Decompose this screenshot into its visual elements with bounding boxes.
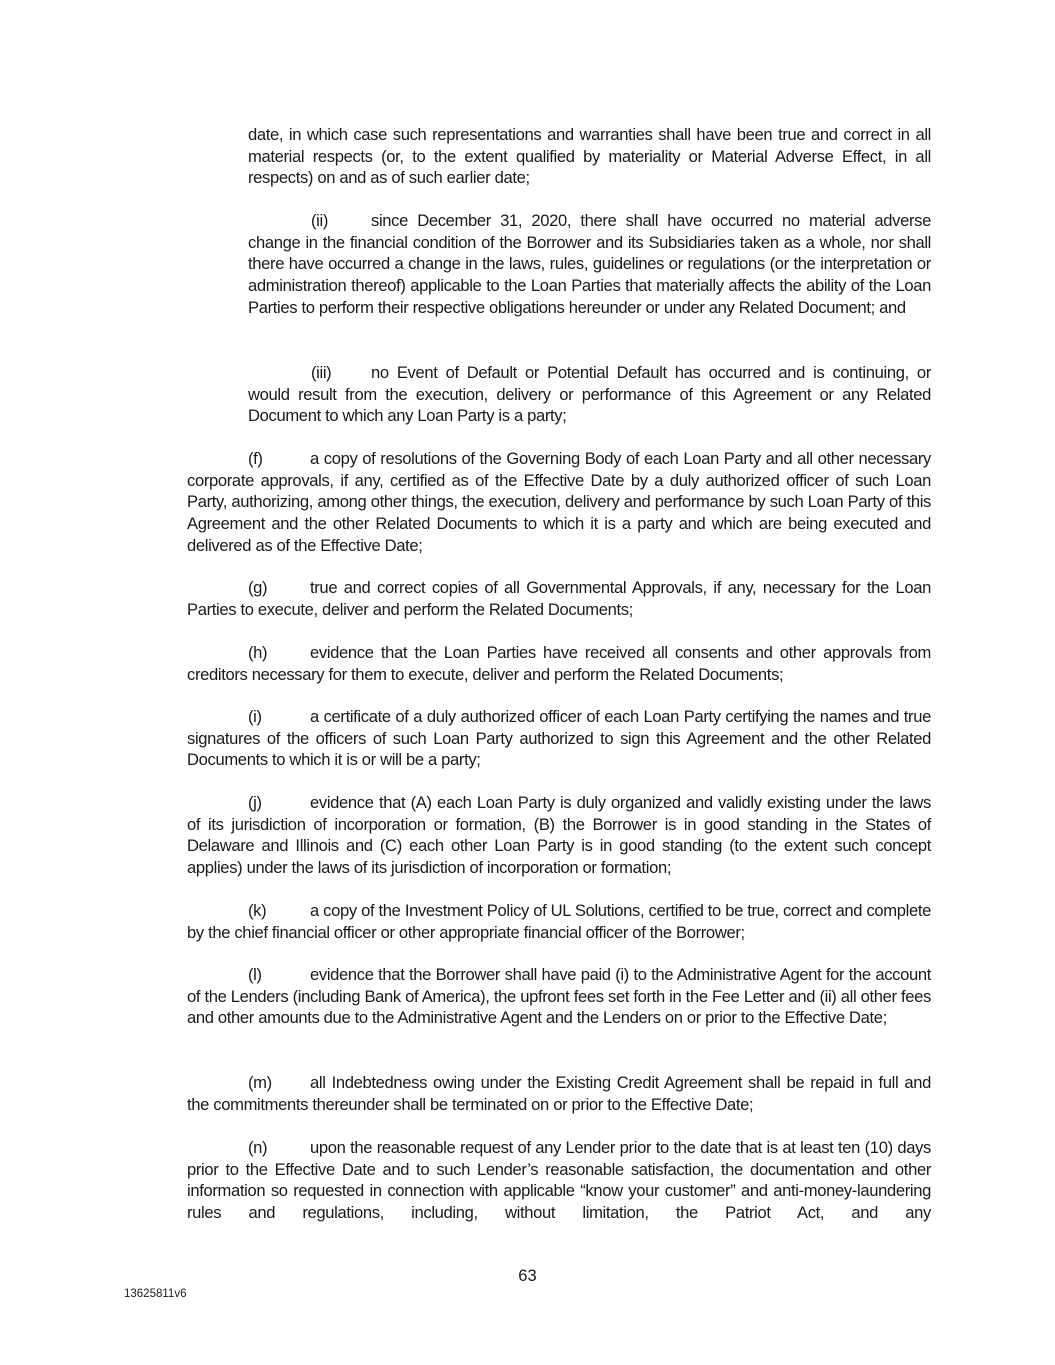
clause-label: (h) — [248, 643, 268, 662]
clause-text: true and correct copies of all Governmental Approvals, if any, necessary for the Loan Parties to execute, deliver and perform the Related Documents; — [187, 578, 931, 619]
clause-label: (g) — [248, 578, 268, 597]
clause-k — [187, 900, 931, 943]
clause-text: a copy of resolutions of the Governing Body of each Loan Party and all other necessary corporate approvals, if any, certified as of the Effective Date by a duly authorized officer of such Loan Party, authorizing, among other things, the execution, delivery and performance by such Loan Party of this Agreement and the other Related Documents to which it is a party and which are being executed and delivered as of the Effective Date; — [187, 449, 931, 555]
clause-l — [187, 964, 931, 1029]
clause-text: evidence that (A) each Loan Party is duly organized and validly existing under the laws of its jurisdiction of incorporation or formation, (B) the Borrower is in good standing in the States of Delaware and Illinois and (C) each other Loan Party is in good standing (to the extent such concept applies) under the laws of its jurisdiction of incorporation or formation; — [187, 793, 931, 878]
sub-clause-ii — [248, 210, 931, 319]
clause-g — [187, 577, 931, 620]
page-number: 63 — [518, 1266, 537, 1285]
clause-m — [187, 1072, 931, 1115]
clause-h — [187, 642, 931, 685]
clause-label: (l) — [248, 965, 262, 984]
clause-text: evidence that the Loan Parties have received all consents and other approvals from creditors necessary for them to execute, deliver and perform the Related Documents; — [187, 643, 931, 684]
clause-text: upon the reasonable request of any Lender prior to the date that is at least ten (10) days prior to the Effective Date and to such Lender’s reasonable satisfaction, the documentation and other information so requested in connection with applicable “know your customer” and anti-money-laundering rules and regulations, including, without limitation, the Patriot Act, and any — [187, 1138, 931, 1223]
clause-label: (m) — [248, 1073, 272, 1092]
clause-text: all Indebtedness owing under the Existing Credit Agreement shall be repaid in full and the commitments thereunder shall be terminated on or prior to the Effective Date; — [187, 1073, 931, 1114]
sub-clause-label: (ii) — [311, 211, 329, 230]
clause-label: (k) — [248, 901, 267, 920]
continuation-paragraph: date, in which case such representations and warranties shall have been true and correct in all material respects (or, to the extent qualified by materiality or Material Adverse Effect, in all respects) on and as of such earlier date; — [248, 125, 931, 188]
sub-clause-label: (iii) — [311, 363, 332, 382]
document-id: 13625811v6 — [124, 1288, 187, 1300]
sub-clause-text: since December 31, 2020, there shall have occurred no material adverse change in the financial condition of the Borrower and its Subsidiaries taken as a whole, nor shall there have occurred a change in the laws, rules, guidelines or regulations (or the interpretation or administration thereof) applicable to the Loan Parties that materially affects the ability of the Loan Parties to perform their respective obligations hereunder or under any Related Document; and — [248, 211, 931, 317]
clause-label: (f) — [248, 449, 263, 468]
clause-j — [187, 792, 931, 879]
clause-text: a certificate of a duly authorized officer of each Loan Party certifying the names and true signatures of the officers of such Loan Party authorized to sign this Agreement and the other Related Documents to which it is or will be a party; — [187, 707, 931, 770]
clause-label: (i) — [248, 707, 262, 726]
clause-label: (j) — [248, 793, 262, 812]
clause-i — [187, 706, 931, 771]
clause-n — [187, 1137, 931, 1224]
clause-text: evidence that the Borrower shall have paid (i) to the Administrative Agent for the account of the Lenders (including Bank of America), the upfront fees set forth in the Fee Letter and (ii) all other fees and other amounts due to the Administrative Agent and the Lenders on or prior to the Effective Date; — [187, 965, 931, 1028]
sub-clause-iii — [248, 362, 931, 427]
clause-text: a copy of the Investment Policy of UL Solutions, certified to be true, correct and complete by the chief financial officer or other appropriate financial officer of the Borrower; — [187, 901, 931, 942]
clause-f — [187, 448, 931, 557]
clause-label: (n) — [248, 1138, 268, 1157]
sub-clause-text: no Event of Default or Potential Default has occurred and is continuing, or would result from the execution, delivery or performance of this Agreement or any Related Document to which any Loan Party is a party; — [248, 363, 931, 426]
